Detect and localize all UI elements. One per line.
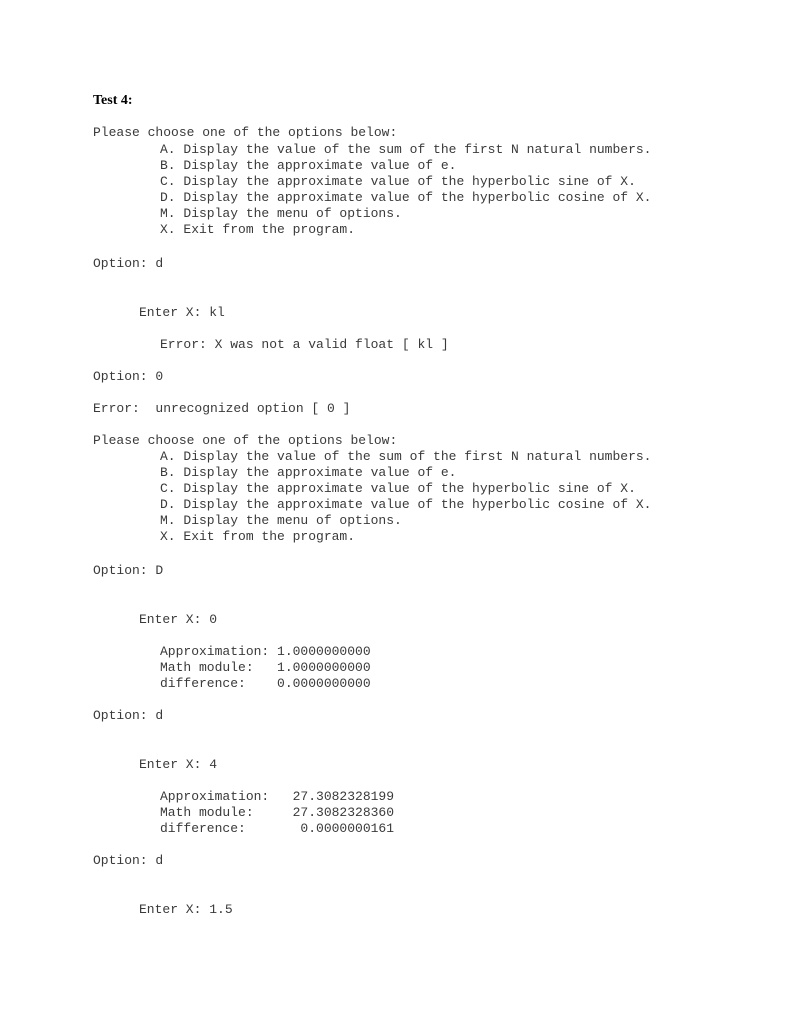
enter-x-line: Enter X: 0: [139, 612, 218, 627]
menu-item-x: X. Exit from the program.: [160, 222, 356, 237]
menu-item-a: A. Display the value of the sum of the first N natural numbers.: [160, 449, 652, 464]
test-heading: Test 4:: [93, 93, 133, 108]
option-line: Option: 0: [93, 369, 164, 384]
menu-item-c: C. Display the approximate value of the hyperbolic sine of X.: [160, 174, 636, 189]
approximation-line: Approximation: 27.3082328199: [160, 789, 395, 804]
approximation-line: Approximation: 1.0000000000: [160, 644, 371, 659]
menu-item-b: B. Display the approximate value of e.: [160, 465, 457, 480]
option-line: Option: d: [93, 853, 164, 868]
menu-item-c: C. Display the approximate value of the hyperbolic sine of X.: [160, 481, 636, 496]
enter-x-line: Enter X: 4: [139, 757, 218, 772]
math-module-line: Math module: 27.3082328360: [160, 805, 395, 820]
menu-prompt: Please choose one of the options below:: [93, 433, 398, 448]
error-message: Error: X was not a valid float [ kl ]: [160, 337, 449, 352]
error-message: Error: unrecognized option [ 0 ]: [93, 401, 351, 416]
math-module-line: Math module: 1.0000000000: [160, 660, 371, 675]
enter-x-line: Enter X: 1.5: [139, 902, 233, 917]
menu-item-d: D. Display the approximate value of the hyperbolic cosine of X.: [160, 190, 652, 205]
enter-x-line: Enter X: kl: [139, 305, 225, 320]
difference-line: difference: 0.0000000000: [160, 676, 371, 691]
option-line: Option: d: [93, 256, 164, 271]
menu-prompt: Please choose one of the options below:: [93, 125, 398, 140]
difference-line: difference: 0.0000000161: [160, 821, 395, 836]
menu-item-x: X. Exit from the program.: [160, 529, 356, 544]
menu-item-d: D. Display the approximate value of the hyperbolic cosine of X.: [160, 497, 652, 512]
menu-item-b: B. Display the approximate value of e.: [160, 158, 457, 173]
option-line: Option: D: [93, 563, 164, 578]
menu-item-m: M. Display the menu of options.: [160, 206, 402, 221]
menu-item-a: A. Display the value of the sum of the first N natural numbers.: [160, 142, 652, 157]
option-line: Option: d: [93, 708, 164, 723]
menu-item-m: M. Display the menu of options.: [160, 513, 402, 528]
